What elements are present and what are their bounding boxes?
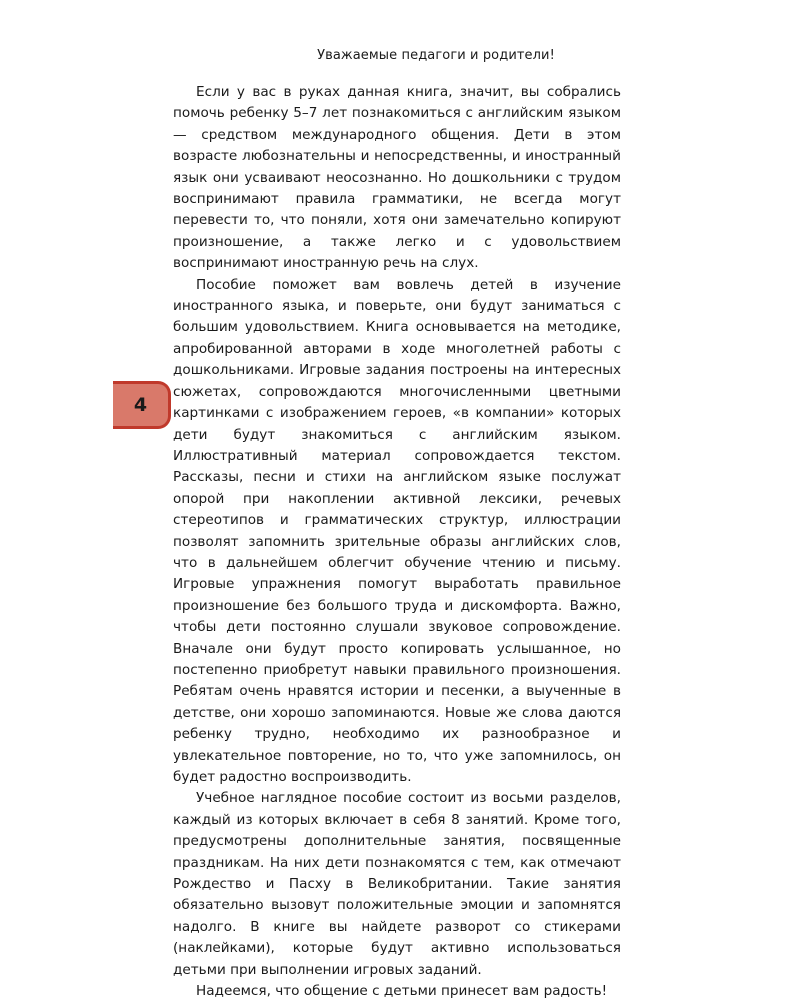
page-number-tab xyxy=(113,381,171,429)
body-text xyxy=(173,82,621,1002)
paragraph-4: Надеемся, что общение с детьми принесет вам радость! xyxy=(196,983,608,1000)
page-number: 4 xyxy=(133,394,148,416)
paragraph-1: Если у вас в руках данная книга, значит, вы собрались помочь ребенку 5–7 лет познакомиться с английским языком — средством международного общения. Дети в этом возрасте любознательны и непосредственны, и иностранный язык они усваивают неосознанно. Но дошкольники с трудом воспринимают правила грамматики, не всегда могут перевести то, что поняли, хотя они замечательно копируют произношение, а также легко и с удовольствием воспринимают иностранную речь на слух. xyxy=(173,84,621,272)
paragraph-2: Пособие поможет вам вовлечь детей в изучение иностранного языка, и поверьте, они будут заниматься с большим удовольствием. Книга основывается на методике, апробированной авторами в ходе многолетней работы с дошкольниками. Игровые задания построены на интересных сюжетах, сопровождаются многочисленными цветными картинками с изображением героев, «в компании» которых дети будут знакомиться с английским языком. Иллюстративный материал сопровождается текстом. Рассказы, песни и стихи на английском языке послужат опорой при накоплении активной лексики, речевых стереотипов и грамматических структур, иллюстрации позволят запомнить зрительные образы английских слов, что в дальнейшем облегчит обучение чтению и письму. Игровые упражнения помогут выработать правильное произношение без большого труда и дискомфорта. Важно, чтобы дети постоянно слушали звуковое сопровождение. Вначале они будут просто копировать услышанное, но постепенно приобретут навыки правильного произношения. Ребятам очень нравятся истории и песенки, а выученные в детстве, они хорошо запоминаются. Новые же слова даются ребенку трудно, необходимо их разнообразное и увлекательное повторение, но то, что уже запомнилось, он будет радостно воспроизводить. xyxy=(173,276,621,785)
paragraph-3: Учебное наглядное пособие состоит из восьми разделов, каждый из которых включает в себя 8 занятий. Кроме того, предусмотрены дополнительные занятия, посвященные праздникам. На них дети познакомятся с тем, как отмечают Рождество и Пасху в Великобритании. Такие занятия обязательно вызовут положительные эмоции и запомнятся надолго. В книге вы найдете разворот со стикерами (наклейками), которые будут активно использоваться детьми при выполнении игровых заданий. xyxy=(173,790,621,978)
page-title: Уважаемые педагоги и родители! xyxy=(317,48,555,63)
